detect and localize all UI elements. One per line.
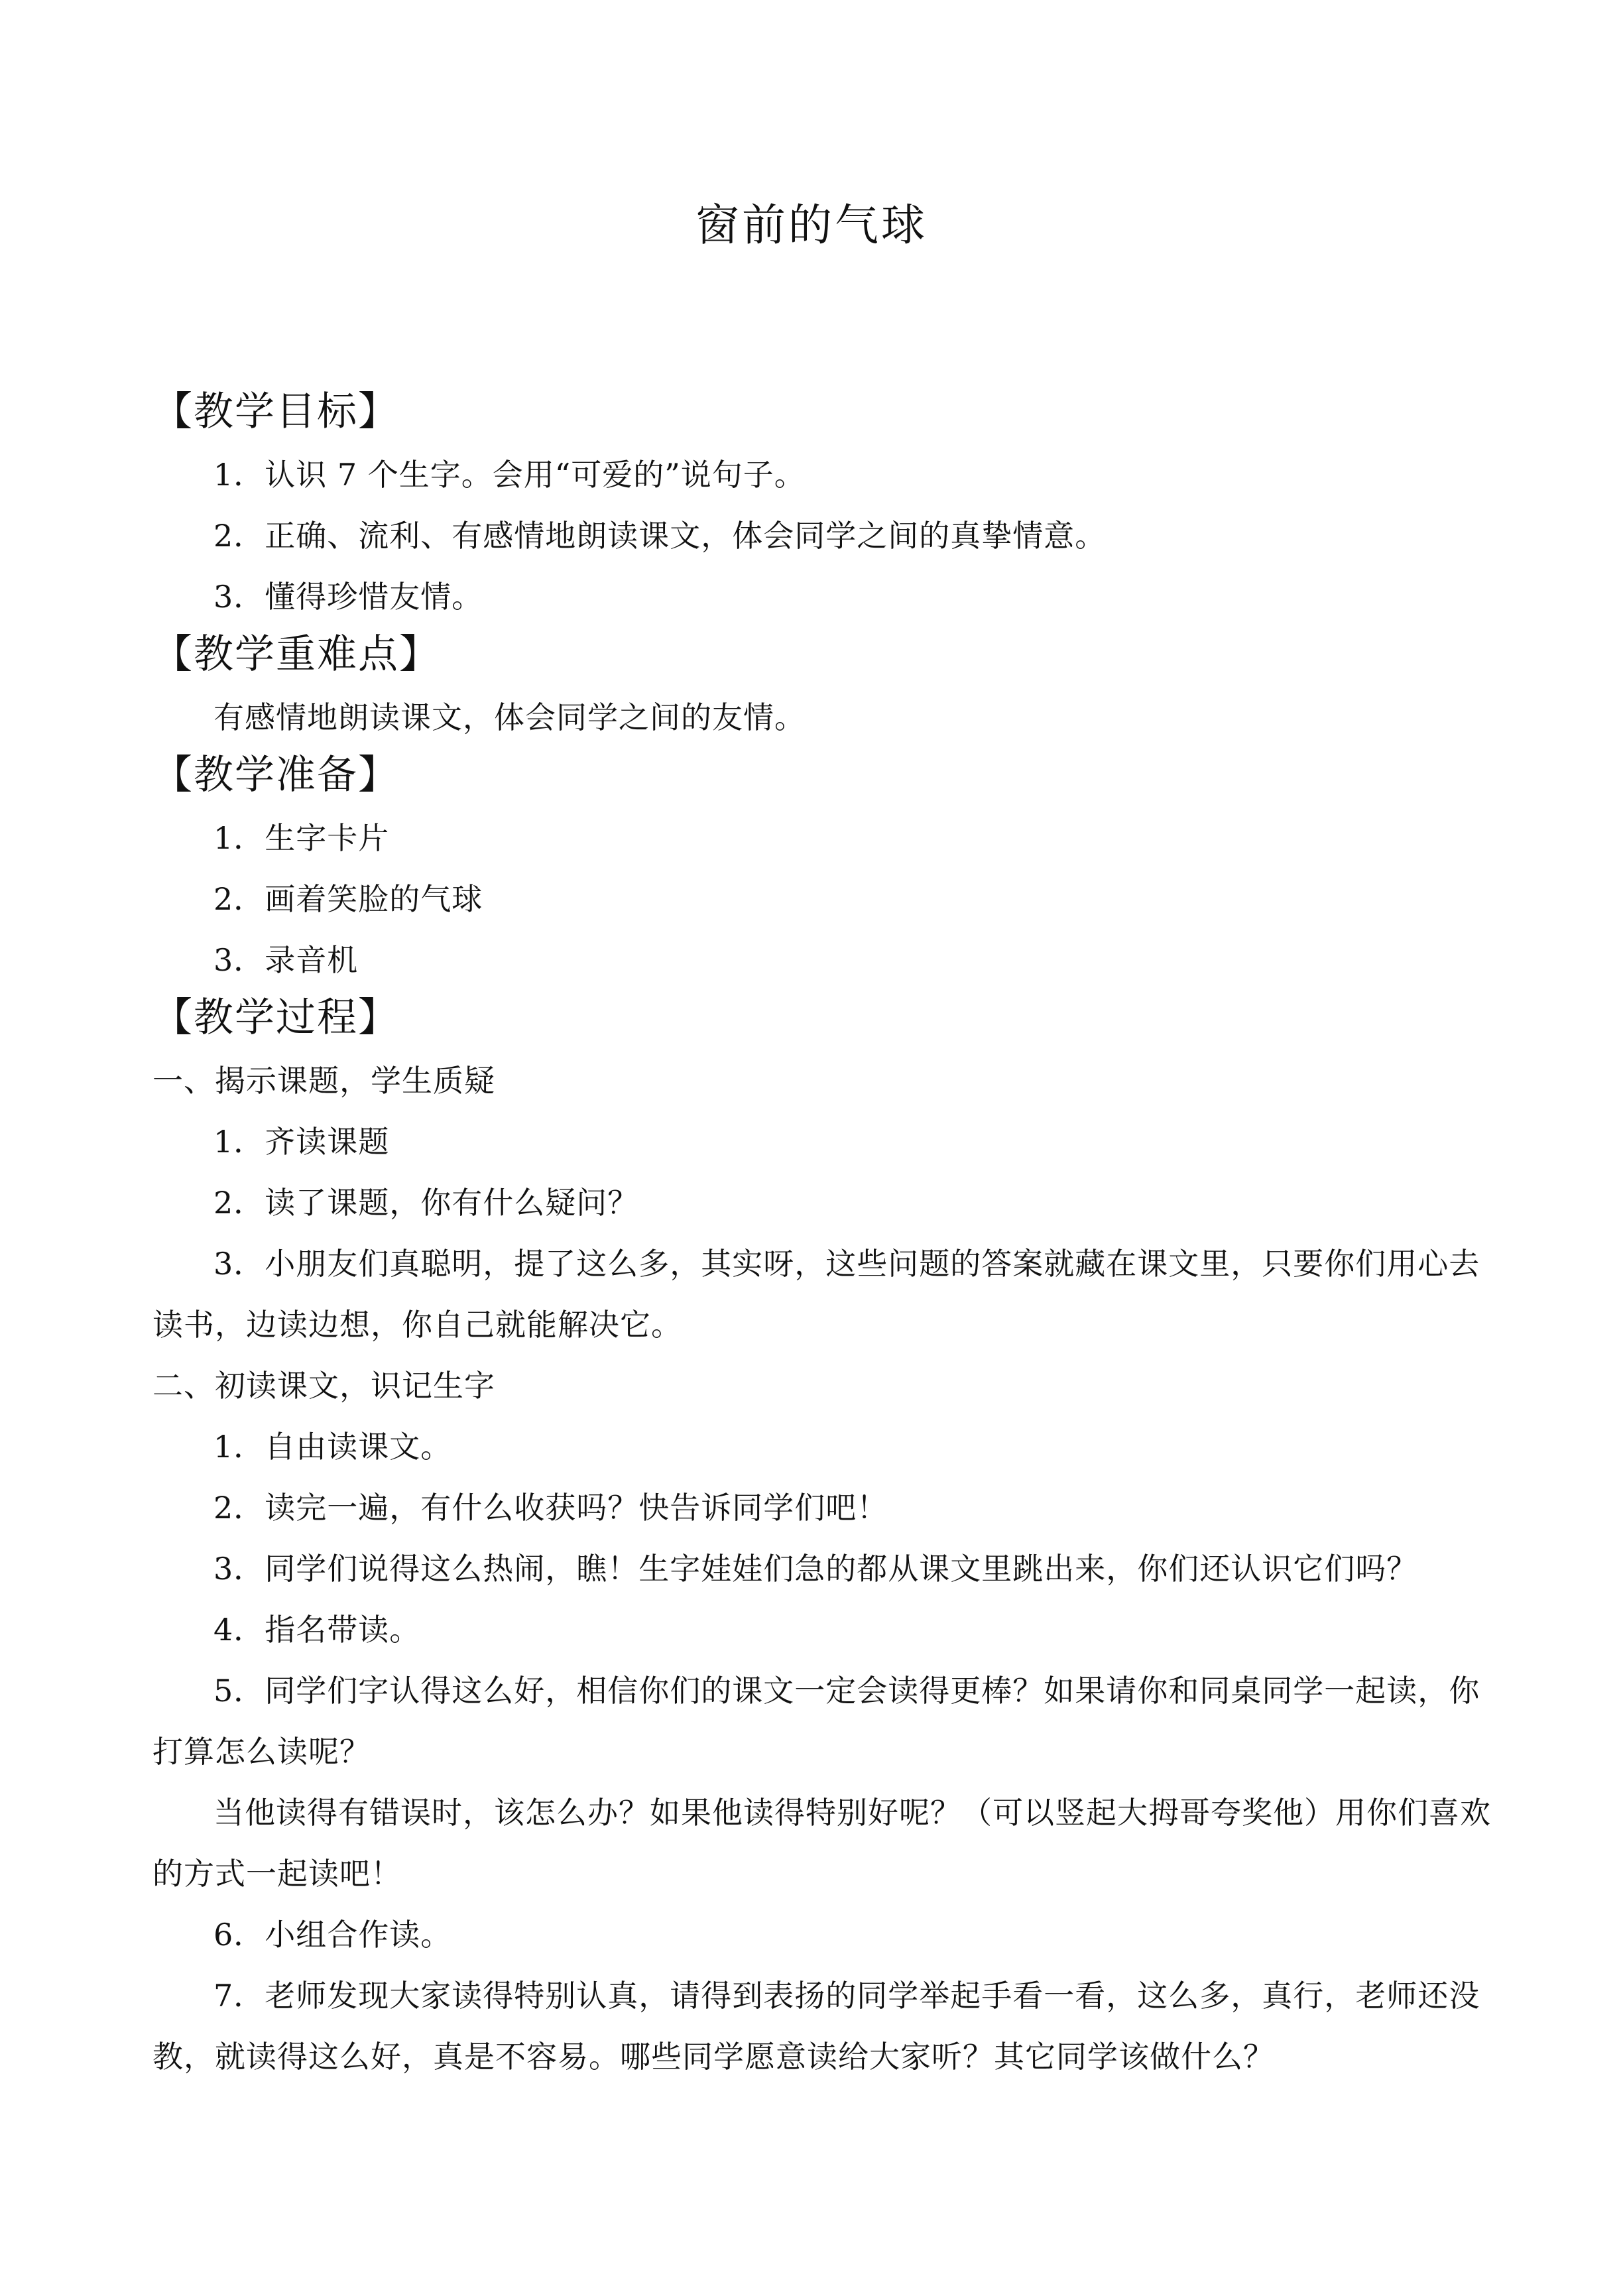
preparation-item: 3．录音机 [213, 942, 359, 978]
process-item: 3．同学们说得这么热闹，瞧！生字娃娃们急的都从课文里跳出来，你们还认识它们吗？ [213, 1551, 1418, 1587]
key-points-text: 有感情地朗读课文，体会同学之间的友情。 [213, 699, 806, 735]
objective-item: 1．认识 7 个生字。会用“可爱的”说句子。 [213, 457, 806, 493]
process-item: 1．齐读课题 [213, 1124, 390, 1160]
process-item: 2．读完一遍，有什么收获吗？快告诉同学们吧！ [213, 1490, 888, 1526]
preparation-item: 2．画着笑脸的气球 [213, 881, 483, 917]
process-heading: 【教学过程】 [152, 995, 399, 1041]
process-section-2-label: 二、初读课文，识记生字 [152, 1368, 495, 1404]
key-points-heading: 【教学重难点】 [152, 631, 440, 678]
process-item: 5．同学们字认得这么好，相信你们的课文一定会读得更棒？如果请你和同桌同学一起读，你打算怎么读呢？ [152, 1673, 1480, 1770]
process-note: 当他读得有错误时，该怎么办？如果他读得特别好呢？（可以竖起大拇哥夸奖他）用你们喜欢的方式一起读吧！ [152, 1795, 1491, 1892]
process-item: 6．小组合作读。 [213, 1917, 452, 1953]
process-item: 4．指名带读。 [213, 1612, 421, 1648]
process-item: 1．自由读课文。 [213, 1429, 452, 1465]
objective-item: 3．懂得珍惜友情。 [213, 579, 483, 615]
process-item: 7．老师发现大家读得特别认真，请得到表扬的同学举起手看一看，这么多，真行，老师还没教，就读得这么好，真是不容易。哪些同学愿意读给大家听？其它同学该做什么？ [152, 1978, 1480, 2075]
preparation-item: 1．生字卡片 [213, 820, 390, 856]
document-body [152, 385, 1492, 2087]
document-title: 窗前的气球 [695, 200, 928, 251]
objectives-heading: 【教学目标】 [152, 389, 399, 435]
objective-item: 2．正确、流利、有感情地朗读课文，体会同学之间的真挚情意。 [213, 518, 1107, 554]
process-item: 3．小朋友们真聪明，提了这么多，其实呀，这些问题的答案就藏在课文里，只要你们用心去读书，边读边想，你自己就能解决它。 [152, 1246, 1480, 1343]
preparation-heading: 【教学准备】 [152, 752, 399, 798]
process-section-1-label: 一、揭示课题，学生质疑 [152, 1063, 495, 1099]
process-item: 2．读了课题，你有什么疑问？ [213, 1185, 639, 1221]
